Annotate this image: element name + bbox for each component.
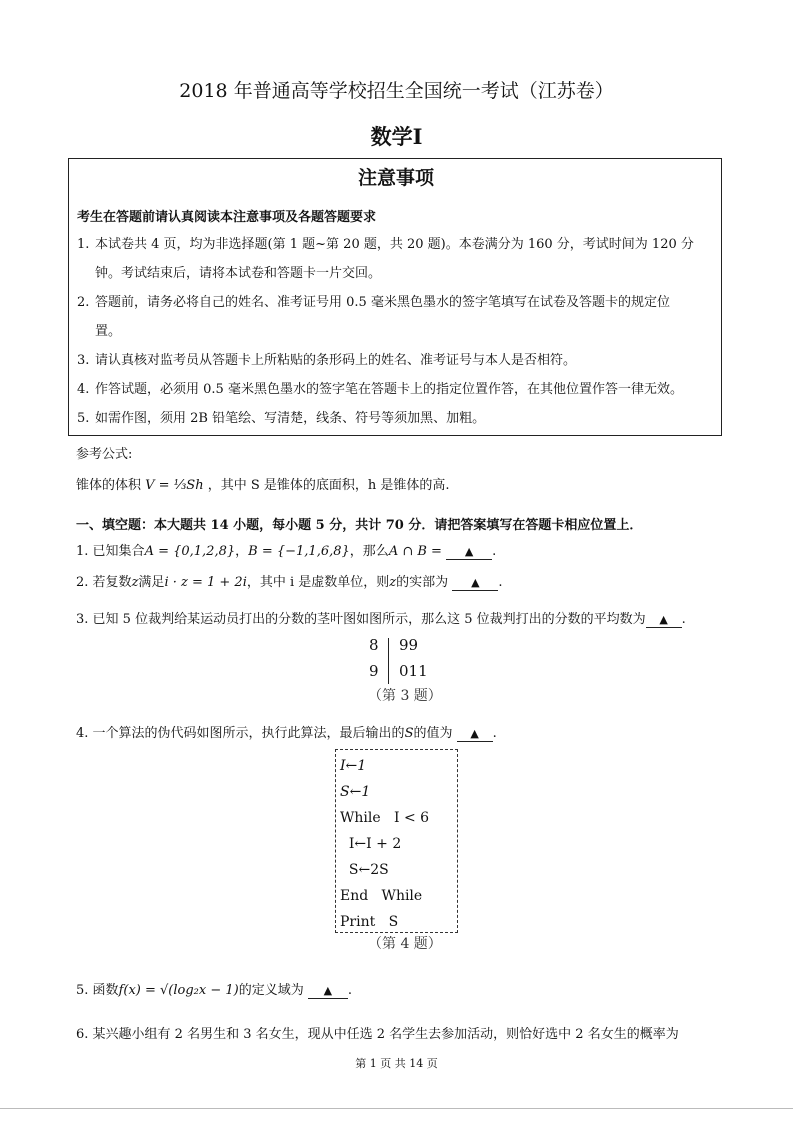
notice-item-text: 作答试题，必须用 0.5 毫米黑色墨水的签字笔在答题卡上的指定位置作答，在其他位置作答一律无效。 — [95, 382, 683, 397]
section-heading: 一、填空题：本大题共 14 小题，每小题 5 分，共计 70 分．请把答案填写在答题卡相应位置上． — [76, 518, 643, 533]
math-expr: A ∩ B = — [388, 544, 442, 559]
notice-box — [68, 158, 722, 436]
figure-caption: （第 3 题） — [368, 688, 442, 704]
pseudocode-box — [335, 749, 458, 933]
question-text: 的实部为 — [396, 575, 449, 590]
notice-item-3 — [77, 346, 717, 375]
answer-blank: ▲ — [446, 545, 492, 560]
code-line: S←1 — [340, 784, 371, 800]
notice-item-number: 2. — [77, 295, 90, 310]
answer-blank: ▲ — [452, 576, 498, 591]
question-text: 已知 5 位裁判给某运动员打出的分数的茎叶图如图所示，那么这 5 位裁判打出的分数的平均数为 — [92, 612, 646, 627]
notice-intro: 考生在答题前请认真阅读本注意事项及各题答题要求 — [77, 210, 377, 225]
answer-blank: ▲ — [646, 613, 682, 628]
code-line: S←2S — [340, 862, 389, 878]
notice-item-2 — [77, 288, 717, 346]
question-text: 已知集合 — [92, 544, 145, 559]
answer-blank: ▲ — [308, 984, 348, 999]
math-expr: i · z = 1 + 2i — [164, 575, 247, 590]
question-text: . — [492, 726, 497, 741]
math-expr: z — [131, 575, 139, 590]
formula-prefix: 锥体的体积 — [76, 478, 142, 493]
question-text: . — [492, 544, 497, 559]
code-line: I←1 — [340, 758, 367, 774]
reference-formula-line — [76, 474, 450, 493]
question-number: 5. — [76, 983, 89, 998]
paper-subtitle: 数学Ⅰ — [370, 124, 423, 149]
math-expr: f(x) = √(log₂x − 1) — [118, 983, 239, 998]
question-text: 一个算法的伪代码如图所示，执行此算法，最后输出的 — [92, 726, 405, 741]
stem-value: 8 — [369, 636, 379, 654]
math-expr: z — [389, 575, 397, 590]
question-3 — [76, 608, 686, 628]
question-2 — [76, 571, 502, 591]
code-line: I←I + 2 — [340, 836, 402, 852]
formula-suffix: ，其中 S 是锥体的底面积，h 是锥体的高. — [207, 478, 450, 493]
math-expr: B = {−1,1,6,8} — [248, 544, 350, 559]
notice-heading: 注意事项 — [357, 167, 434, 189]
figure-caption: （第 4 题） — [368, 936, 442, 952]
question-5 — [76, 979, 352, 999]
question-text: . — [347, 983, 353, 998]
notice-item-text-cont: 钟。考试结束后，请将本试卷和答题卡一片交回。 — [95, 266, 382, 281]
question-text: 满足 — [138, 575, 165, 590]
notice-item-number: 4. — [77, 382, 90, 397]
notice-item-number: 5. — [77, 411, 90, 426]
exam-title: 2018 年普通高等学校招生全国统一考试（江苏卷） — [179, 80, 614, 102]
code-line: Print S — [340, 914, 399, 930]
question-text: . — [498, 575, 503, 590]
notice-item-text-cont: 置。 — [95, 324, 122, 339]
stem-value: 9 — [369, 662, 379, 680]
question-number: 2. — [76, 575, 89, 590]
reference-label: 参考公式: — [76, 447, 133, 462]
volume-formula: V = ⅓Sh — [145, 478, 204, 493]
question-text: ， — [235, 544, 249, 559]
notice-item-1 — [77, 230, 717, 288]
notice-item-4 — [77, 375, 717, 404]
math-expr: S — [404, 726, 414, 741]
question-number: 6. — [76, 1027, 89, 1042]
page-footer: 第 1 页 共 14 页 — [355, 1057, 438, 1070]
question-number: 3. — [76, 612, 89, 627]
question-text: 函数 — [92, 983, 119, 998]
leaf-value: 99 — [399, 636, 419, 654]
answer-blank: ▲ — [457, 727, 493, 742]
notice-item-text: 本试卷共 4 页，均为非选择题(第 1 题~第 20 题，共 20 题)。本卷满分为 160 分，考试时间为 120 分 — [95, 237, 694, 252]
notice-item-text: 如需作图，须用 2B 铅笔绘、写清楚，线条、符号等须加黑、加粗。 — [95, 411, 486, 426]
stem-leaf-plot — [365, 634, 435, 688]
page-bottom-rule — [0, 1108, 793, 1109]
code-line: While I < 6 — [340, 810, 430, 826]
question-text: 的定义域为 — [238, 983, 304, 998]
notice-item-text: 答题前，请务必将自己的姓名、准考证号用 0.5 毫米黑色墨水的签字笔填写在试卷及答题卡的规定位 — [95, 295, 670, 310]
math-expr: A = {0,1,2,8} — [144, 544, 236, 559]
question-number: 4. — [76, 726, 89, 741]
notice-item-5 — [77, 404, 717, 433]
notice-item-number: 1. — [77, 237, 90, 252]
notice-item-number: 3. — [77, 353, 90, 368]
question-number: 1. — [76, 544, 89, 559]
question-text: ，其中 i 是虚数单位，则 — [246, 575, 390, 590]
question-6 — [76, 1023, 679, 1042]
question-4 — [76, 722, 497, 742]
question-1 — [76, 540, 496, 560]
question-text: 的值为 — [413, 726, 453, 741]
question-text: . — [681, 612, 686, 627]
question-text: 若复数 — [92, 575, 132, 590]
notice-item-text: 请认真核对监考员从答题卡上所粘贴的条形码上的姓名、准考证号与本人是否相符。 — [95, 353, 577, 368]
question-text: 某兴趣小组有 2 名男生和 3 名女生，现从中任选 2 名学生去参加活动，则恰好选中 2 名女生的概率为 — [92, 1027, 679, 1042]
code-line: End While — [340, 888, 423, 904]
question-text: ，那么 — [349, 544, 389, 559]
stem-divider — [388, 638, 389, 684]
leaf-value: 011 — [399, 662, 428, 680]
